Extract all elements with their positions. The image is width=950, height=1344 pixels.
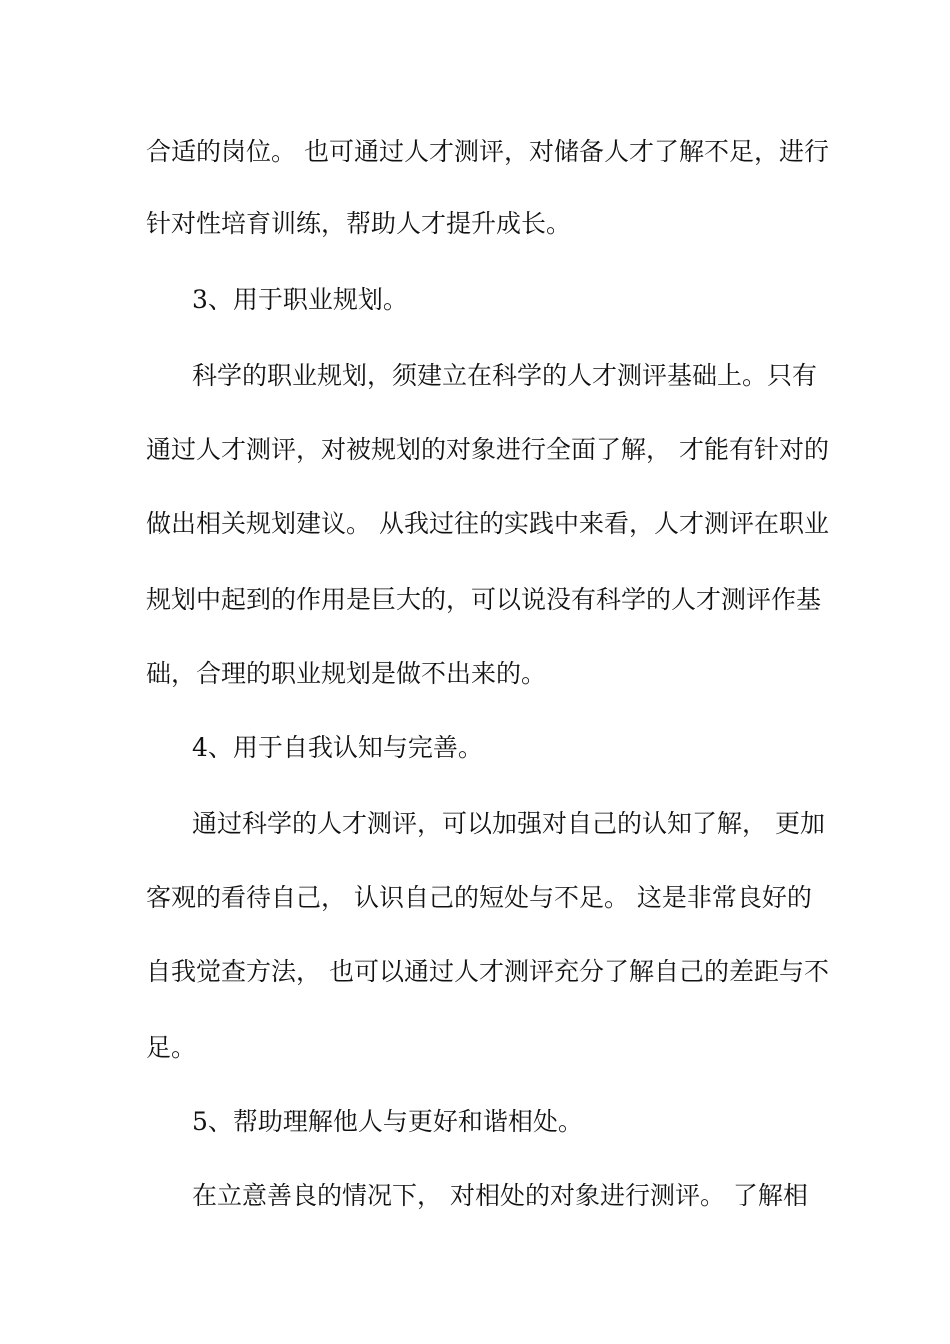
paragraph-line-4: 通过人才测评，对被规划的对象进行全面了解， 才能有针对的 xyxy=(146,435,829,464)
section-heading-3: 3、用于职业规划。 xyxy=(192,285,408,314)
paragraph-line-12: 在立意善良的情况下， 对相处的对象进行测评。 了解相 xyxy=(192,1181,808,1210)
paragraph-line-9: 客观的看待自己， 认识自己的短处与不足。 这是非常良好的 xyxy=(146,883,812,912)
paragraph-line-10: 自我觉查方法， 也可以通过人才测评充分了解自己的差距与不 xyxy=(146,957,829,986)
section-heading-4: 4、用于自我认知与完善。 xyxy=(192,733,483,762)
paragraph-line-11: 足。 xyxy=(146,1033,197,1062)
paragraph-line-5: 做出相关规划建议。 从我过往的实践中来看，人才测评在职业 xyxy=(146,509,829,538)
section-heading-5: 5、帮助理解他人与更好和谐相处。 xyxy=(192,1107,583,1136)
paragraph-line-1: 合适的岗位。 也可通过人才测评，对储备人才了解不足，进行 xyxy=(146,137,829,166)
paragraph-line-7: 础，合理的职业规划是做不出来的。 xyxy=(146,659,547,688)
paragraph-line-3: 科学的职业规划，须建立在科学的人才测评基础上。只有 xyxy=(192,361,818,390)
paragraph-line-2: 针对性培育训练，帮助人才提升成长。 xyxy=(146,209,572,238)
paragraph-line-8: 通过科学的人才测评，可以加强对自己的认知了解， 更加 xyxy=(192,809,825,838)
paragraph-line-6: 规划中起到的作用是巨大的，可以说没有科学的人才测评作基 xyxy=(146,585,822,614)
